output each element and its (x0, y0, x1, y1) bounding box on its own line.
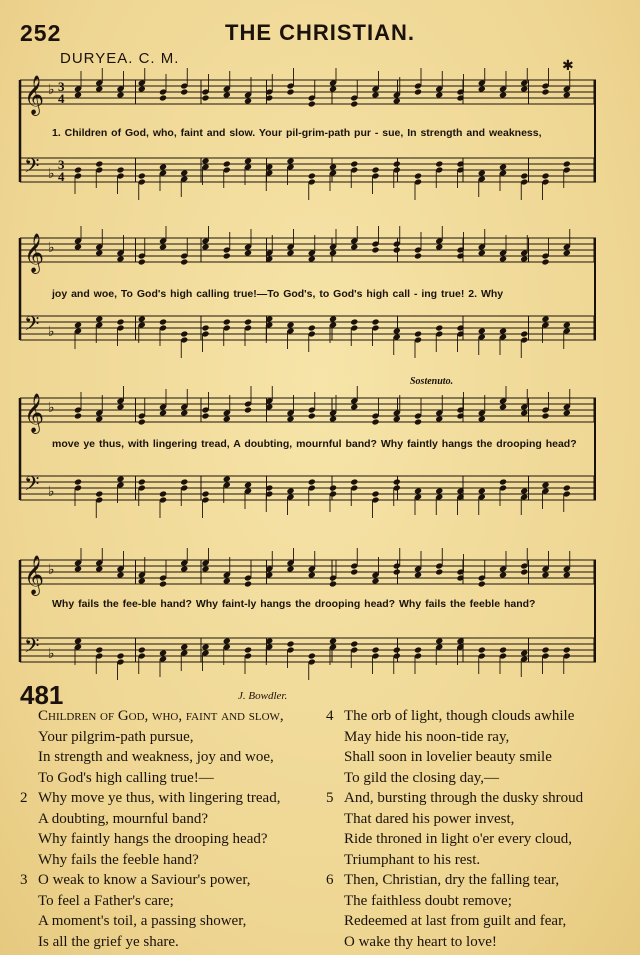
verse-text: Why faintly hangs the drooping head? (38, 831, 268, 847)
flat-key-icon: ♭ (48, 324, 55, 340)
flat-key-icon: ♭ (48, 484, 55, 500)
hymn-author: J. Bowdler. (238, 690, 288, 702)
verse-number: 5 (326, 790, 334, 806)
hymn-number: 481 (20, 680, 64, 710)
verse-text: To gild the closing day,— (344, 769, 500, 786)
verse-line (20, 870, 310, 891)
verse-text: To feel a Father's care; (38, 892, 174, 909)
flat-key-icon: ♭ (48, 646, 55, 662)
verse-number: 2 (20, 790, 28, 806)
bass-clef-icon: 𝄢 (24, 634, 40, 662)
verse-line (326, 850, 626, 871)
verse-text: May hide his noon-tide ray, (344, 728, 510, 745)
verse-line (326, 788, 626, 809)
staff-system-4 (18, 548, 598, 688)
verse-line (20, 788, 310, 809)
verse-line (20, 747, 310, 768)
time-signature: 3 (58, 157, 65, 172)
tempo-mark: Sostenuto. (410, 376, 454, 387)
page-number: 252 (20, 20, 62, 46)
verse-line (326, 768, 626, 789)
flat-key-icon: ♭ (48, 166, 55, 182)
lyric-line-4: Why fails the fee-ble hand? Why faint-ly hangs the drooping head? Why fails the feeble hand? (52, 598, 536, 610)
verse-line (326, 891, 626, 912)
treble-clef-icon: 𝄞 (24, 233, 45, 273)
verse-line (20, 768, 310, 789)
tune-name: DURYEA. C. M. (60, 50, 180, 67)
lyric-line-3: move ye thus, with lingering tread, A doubting, mournful band? Why faintly hangs the drooping head? (52, 438, 577, 450)
verse-text: O weak to know a Saviour's power, (38, 872, 251, 888)
verse-text: That dared his power invest, (344, 810, 515, 827)
flat-key-icon: ♭ (48, 82, 55, 98)
verse-text: Children of God, who, faint and slow, (38, 708, 284, 724)
flat-key-icon: ♭ (48, 562, 55, 578)
verse-line (326, 932, 626, 953)
verse-line (20, 829, 310, 850)
bass-clef-icon: 𝄢 (24, 472, 40, 500)
treble-clef-icon: 𝄞 (24, 75, 45, 115)
lyric-line-1: 1. Children of God, who, faint and slow. Your pil-grim-path pur - sue, In strength and weakness, (52, 127, 542, 139)
time-signature: 3 (58, 79, 65, 94)
time-signature: 4 (58, 91, 65, 106)
treble-clef-icon: 𝄞 (24, 393, 45, 433)
verse-text: A doubting, mournful band? (38, 810, 208, 827)
verse-text: The faithless doubt remove; (344, 892, 512, 909)
verse-line (20, 932, 310, 953)
verse-line (20, 891, 310, 912)
music-system-4 (18, 548, 598, 688)
verse-line (326, 706, 626, 727)
verse-text: Redeemed at last from guilt and fear, (344, 913, 567, 929)
verse-text: The orb of light, though clouds awhile (344, 708, 575, 724)
bass-clef-icon: 𝄢 (24, 154, 40, 182)
verse-number: 3 (20, 872, 28, 888)
verse-line (20, 809, 310, 830)
verse-text: O wake thy heart to love! (344, 933, 497, 950)
asterisk-mark: ✱ (562, 59, 574, 74)
verse-line (20, 727, 310, 748)
bass-clef-icon: 𝄢 (24, 312, 40, 340)
verse-text: To God's high calling true!— (38, 769, 214, 786)
treble-clef-icon: 𝄞 (24, 555, 45, 595)
music-system-3 (18, 386, 598, 526)
verse-line (326, 829, 626, 850)
verse-line (20, 911, 310, 932)
verse-text: A moment's toil, a passing shower, (38, 913, 247, 929)
verse-line (326, 809, 626, 830)
verse-text: Then, Christian, dry the falling tear, (344, 872, 560, 888)
lyric-line-2: joy and woe, To God's high calling true!—To God's, to God's high call - ing true! 2. Why (52, 288, 504, 300)
verse-text: Why fails the feeble hand? (38, 851, 199, 868)
verse-text: Triumphant to his rest. (344, 851, 481, 868)
verse-number: 4 (326, 708, 334, 724)
time-signature: 4 (58, 169, 65, 184)
verse-line (326, 911, 626, 932)
verse-text: Shall soon in lovelier beauty smile (344, 749, 552, 765)
verses-left-column (20, 706, 310, 952)
verse-line (20, 850, 310, 871)
verse-number: 6 (326, 872, 334, 888)
verse-text: Ride throned in light o'er every cloud, (344, 831, 573, 847)
verses-right-column (326, 706, 626, 952)
verse-line (326, 747, 626, 768)
verse-text: Why move ye thus, with lingering tread, (38, 790, 281, 806)
verse-text: And, bursting through the dusky shroud (344, 790, 584, 806)
page-title: THE CHRISTIAN. (225, 20, 415, 45)
verse-text: In strength and weakness, joy and woe, (38, 749, 274, 765)
verse-line (326, 870, 626, 891)
flat-key-icon: ♭ (48, 240, 55, 256)
verse-text: Your pilgrim-path pursue, (38, 728, 194, 745)
flat-key-icon: ♭ (48, 400, 55, 416)
verse-text: Is all the grief ye share. (38, 933, 179, 950)
staff-system-3 (18, 386, 598, 526)
verse-line (20, 706, 310, 727)
verse-line (326, 727, 626, 748)
